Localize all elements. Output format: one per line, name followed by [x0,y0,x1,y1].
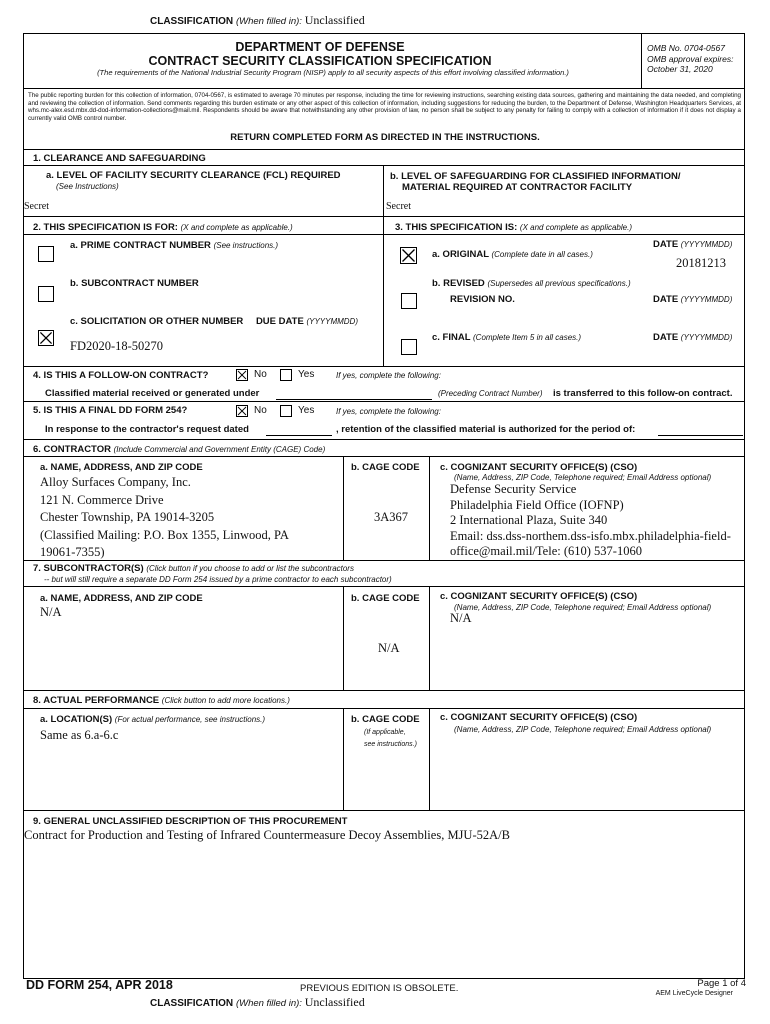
checkbox-x-mark [237,406,247,416]
s3a-label: a. ORIGINAL [432,249,489,260]
s3c-row [432,332,581,343]
s2-title: 2. THIS SPECIFICATION IS FOR: [33,222,178,233]
followon-yes-label: Yes [298,369,315,380]
omb-expires-label: OMB approval expires: [647,53,734,64]
s2c-label: c. SOLICITATION OR OTHER NUMBER [70,316,244,327]
s6-title: 6. CONTRACTOR [33,444,111,455]
s5-retention: , retention of the classified material is authorized for the period of: [336,424,636,435]
final254-no-label: No [254,405,267,416]
divider [23,708,745,709]
s4-hint: If yes, complete the following: [336,371,441,380]
bottom-classification [150,995,365,1010]
burden-statement: The public reporting burden for this collection of information, 0704-0567, is estimated to average 70 minutes per response, including the time for reviewing instructions, searching existing data sources, gathering and maintaining the data needed, and completing and reviewing the collection of information. Send comments regarding this burden estimate or any other aspect of this collection of information, including suggestions for reducing the burden, to the Department of Defense, Washington Headquarters Services, at whs.mc-alex.esd.mbx.dd-dod-information-collections@mail.mil. Respondents should be aware that notwithstanding any other provision of law, no person shall be subject to any penalty for failing to comply with a collection of information if it does not display a currently valid OMB control number. [28,92,741,123]
divider [23,88,745,89]
s3b-label: b. REVISED [432,278,485,289]
s9-title: 9. GENERAL UNCLASSIFIED DESCRIPTION OF THIS PROCUREMENT [33,816,348,827]
s2b-label: b. SUBCONTRACT NUMBER [70,278,199,289]
s8-title: 8. ACTUAL PERFORMANCE [33,695,160,706]
omb-block [647,43,733,75]
retention-period-field[interactable] [658,435,743,436]
s2c-due-label: DUE DATE [255,316,304,327]
s4-transferred: is transferred to this follow-on contract. [553,388,733,399]
obsolete-note: PREVIOUS EDITION IS OBSOLETE. [300,983,459,994]
cso-line: Philadelphia Field Office (IOFNP) [450,497,624,512]
s3c-hint: (Complete Item 5 in all cases.) [473,333,582,342]
omb-number: OMB No. 0704-0567 [647,43,725,53]
s3a-date-label-row [653,239,732,250]
s6c-hint: (Name, Address, ZIP Code, Telephone required; Email Address optional) [454,473,712,482]
cso-line: Defense Security Service [450,482,577,496]
s1a-label: a. LEVEL OF FACILITY SECURITY CLEARANCE (FCL) REQUIRED [46,170,341,181]
s8a-label: a. LOCATION(S) [40,714,113,725]
s4-title: 4. IS THIS A FOLLOW-ON CONTRACT? [33,370,209,381]
s7-hint2: -- but will still require a separate DD Form 254 issued by a prime contractor to each subcontractor) [44,575,392,584]
return-note: RETURN COMPLETED FORM AS DIRECTED IN THE INSTRUCTIONS. [230,132,540,143]
cso-line: 2 International Plaza, Suite 340 [450,513,608,527]
contractor-line: Chester Township, PA 19014-3205 [40,510,215,524]
date-hint: (YYYYMMDD) [680,295,733,304]
s3-title: 3. THIS SPECIFICATION IS: [395,222,518,233]
classification-label: CLASSIFICATION [150,16,234,27]
cso-line: Email: dss.dss-northem.dss-isfo.mbx.philadelphia-field- [450,528,731,543]
revised-checkbox[interactable] [401,293,417,309]
divider [429,456,430,560]
s3b-hint: (Supersedes all previous specifications.) [487,279,631,288]
s2a-hint: (See instructions.) [213,241,279,250]
contractor-line: 19061-7355) [40,545,105,559]
s3a-hint: (Complete date in all cases.) [491,250,593,259]
final254-yes-checkbox[interactable] [280,405,292,417]
s8c-label: c. COGNIZANT SECURITY OFFICE(S) (CSO) [440,712,638,723]
date-hint: (YYYYMMDD) [680,333,733,342]
s1a-hint: (See Instructions) [56,182,119,191]
classification-value: Unclassified [304,13,365,27]
designer-note: AEM LiveCycle Designer [655,990,733,997]
s2a-label: a. PRIME CONTRACT NUMBER [70,240,211,251]
followon-no-label: No [254,369,267,380]
divider [23,165,745,166]
preceding-contract-hint: (Preceding Contract Number) [438,389,543,398]
preceding-contract-field[interactable] [276,399,432,400]
s1b-label [390,171,680,193]
performance-location-field[interactable]: Same as 6.a-6.c [40,728,119,742]
cso-line: office@mail.mil/Tele: (610) 537-1060 [450,544,642,558]
checkbox-x-mark [401,248,416,263]
date-label: DATE [653,332,679,343]
s2a-row [70,240,278,251]
divider [23,586,745,587]
s8b-hint [364,727,417,751]
fcl-level-field[interactable]: Secret [24,201,49,212]
s1b-label-line1: b. LEVEL OF SAFEGUARDING FOR CLASSIFIED INFORMATION/ [390,171,681,182]
divider [383,165,384,216]
date-hint: (YYYYMMDD) [680,240,733,249]
final-checkbox[interactable] [401,339,417,355]
divider [23,456,745,457]
subcontractor-cage-field[interactable]: N/A [378,641,400,655]
s6c-label: c. COGNIZANT SECURITY OFFICE(S) (CSO) [440,462,638,473]
divider [343,708,344,810]
s1-title: 1. CLEARANCE AND SAFEGUARDING [33,153,206,164]
s3c-label: c. FINAL [432,332,471,343]
divider [343,586,344,690]
s5-line-label: In response to the contractor's request dated [45,424,249,435]
divider [23,810,745,811]
s3-hint: (X and complete as applicable.) [519,223,632,232]
divider [641,34,642,88]
s8-title-row [33,695,290,706]
s6-hint: (Include Commercial and Government Entity (CAGE) Code) [113,445,326,454]
s7c-label: c. COGNIZANT SECURITY OFFICE(S) (CSO) [440,591,638,602]
revision-no-label: REVISION NO. [450,294,515,305]
s2c-due-hint: (YYYYMMDD) [306,317,358,326]
prime-contract-checkbox[interactable] [38,246,54,262]
s7-title-row [33,563,354,574]
contractor-line: 121 N. Commerce Drive [40,492,164,507]
contractor-cso-field[interactable] [450,482,731,560]
top-classification [150,13,365,28]
s5-hint: If yes, complete the following: [336,407,441,416]
form-id: DD FORM 254, APR 2018 [26,978,173,992]
s8b-label: b. CAGE CODE [351,714,420,725]
s6b-label: b. CAGE CODE [351,462,420,473]
form-title: CONTRACT SECURITY CLASSIFICATION SPECIFICATION [148,54,492,68]
divider [429,586,430,690]
classification-note: (When filled in): [235,998,302,1009]
classification-value: Unclassified [304,995,365,1009]
omb-expires-date: October 31, 2020 [647,64,713,74]
divider [383,216,384,366]
classification-note: (When filled in): [235,16,302,27]
contractor-line: Alloy Surfaces Company, Inc. [40,475,191,489]
divider [23,690,745,691]
s8a-row [40,714,265,725]
divider [429,708,430,810]
s7b-label: b. CAGE CODE [351,593,420,604]
safeguarding-level-field[interactable]: Secret [386,201,411,212]
s2-hint: (X and complete as applicable.) [180,223,293,232]
checkbox-x-mark [237,370,247,380]
original-checkbox[interactable] [400,247,417,264]
divider [23,439,745,440]
date-label: DATE [653,294,679,305]
divider [23,149,745,150]
department-title: DEPARTMENT OF DEFENSE [235,40,405,54]
s3a-row [432,249,593,260]
s3b-row [432,278,631,289]
divider [23,401,745,402]
s2-title-row [33,222,293,233]
divider [23,234,745,235]
request-date-field[interactable] [266,435,332,436]
subcontract-checkbox[interactable] [38,286,54,302]
s8a-hint: (For actual performance, see instructions.) [114,715,266,724]
s6-title-row [33,444,325,455]
followon-yes-checkbox[interactable] [280,369,292,381]
procurement-description-field[interactable]: Contract for Production and Testing of Infrared Countermeasure Decoy Assemblies, MJU-52A/B [24,828,510,842]
s8-hint: (Click button to add more locations.) [161,696,290,705]
s1b-label-line2: MATERIAL REQUIRED AT CONTRACTOR FACILITY [402,182,633,193]
s7-title: 7. SUBCONTRACTOR(S) [33,563,144,574]
original-date-field[interactable]: 20181213 [676,256,726,270]
final254-no-checkbox[interactable] [236,405,248,417]
divider [23,216,745,217]
classification-label: CLASSIFICATION [150,998,234,1009]
final254-yes-label: Yes [298,405,315,416]
s5-title: 5. IS THIS A FINAL DD FORM 254? [33,405,188,416]
s3-title-row [395,222,632,233]
s3c-date-label-row [653,332,732,343]
s3b-date-label-row [653,294,732,305]
contractor-line: (Classified Mailing: P.O. Box 1355, Linwood, PA [40,527,289,542]
solicitation-number-field[interactable]: FD2020-18-50270 [70,339,164,353]
s7-hint: (Click button if you choose to add or list the subcontractors [146,564,354,573]
contractor-address-field[interactable] [40,474,289,562]
s8c-hint: (Name, Address, ZIP Code, Telephone required; Email Address optional) [454,725,712,734]
s7a-label: a. NAME, ADDRESS, AND ZIP CODE [40,593,203,604]
s8b-hint-line1: (If applicable, [364,729,406,736]
s8b-hint-line2: see instructions.) [364,741,417,748]
nisp-note: (The requirements of the National Industrial Security Program (NISP) apply to all security aspects of this effort involving classified information.) [97,68,569,77]
s2c-row [70,316,358,327]
divider [23,560,745,561]
s6a-label: a. NAME, ADDRESS, AND ZIP CODE [40,462,203,473]
s7c-hint: (Name, Address, ZIP Code, Telephone required; Email Address optional) [454,603,712,612]
date-label: DATE [653,239,679,250]
solicitation-checkbox[interactable] [38,330,54,346]
contractor-cage-field[interactable]: 3A367 [374,510,409,524]
subcontractor-address-field[interactable]: N/A [40,605,62,619]
subcontractor-cso-field[interactable]: N/A [450,611,472,625]
followon-no-checkbox[interactable] [236,369,248,381]
s4-line-label: Classified material received or generated under [45,388,260,399]
divider [23,366,745,367]
divider [343,456,344,560]
page-number: Page 1 of 4 [697,978,746,989]
checkbox-x-mark [39,331,53,345]
